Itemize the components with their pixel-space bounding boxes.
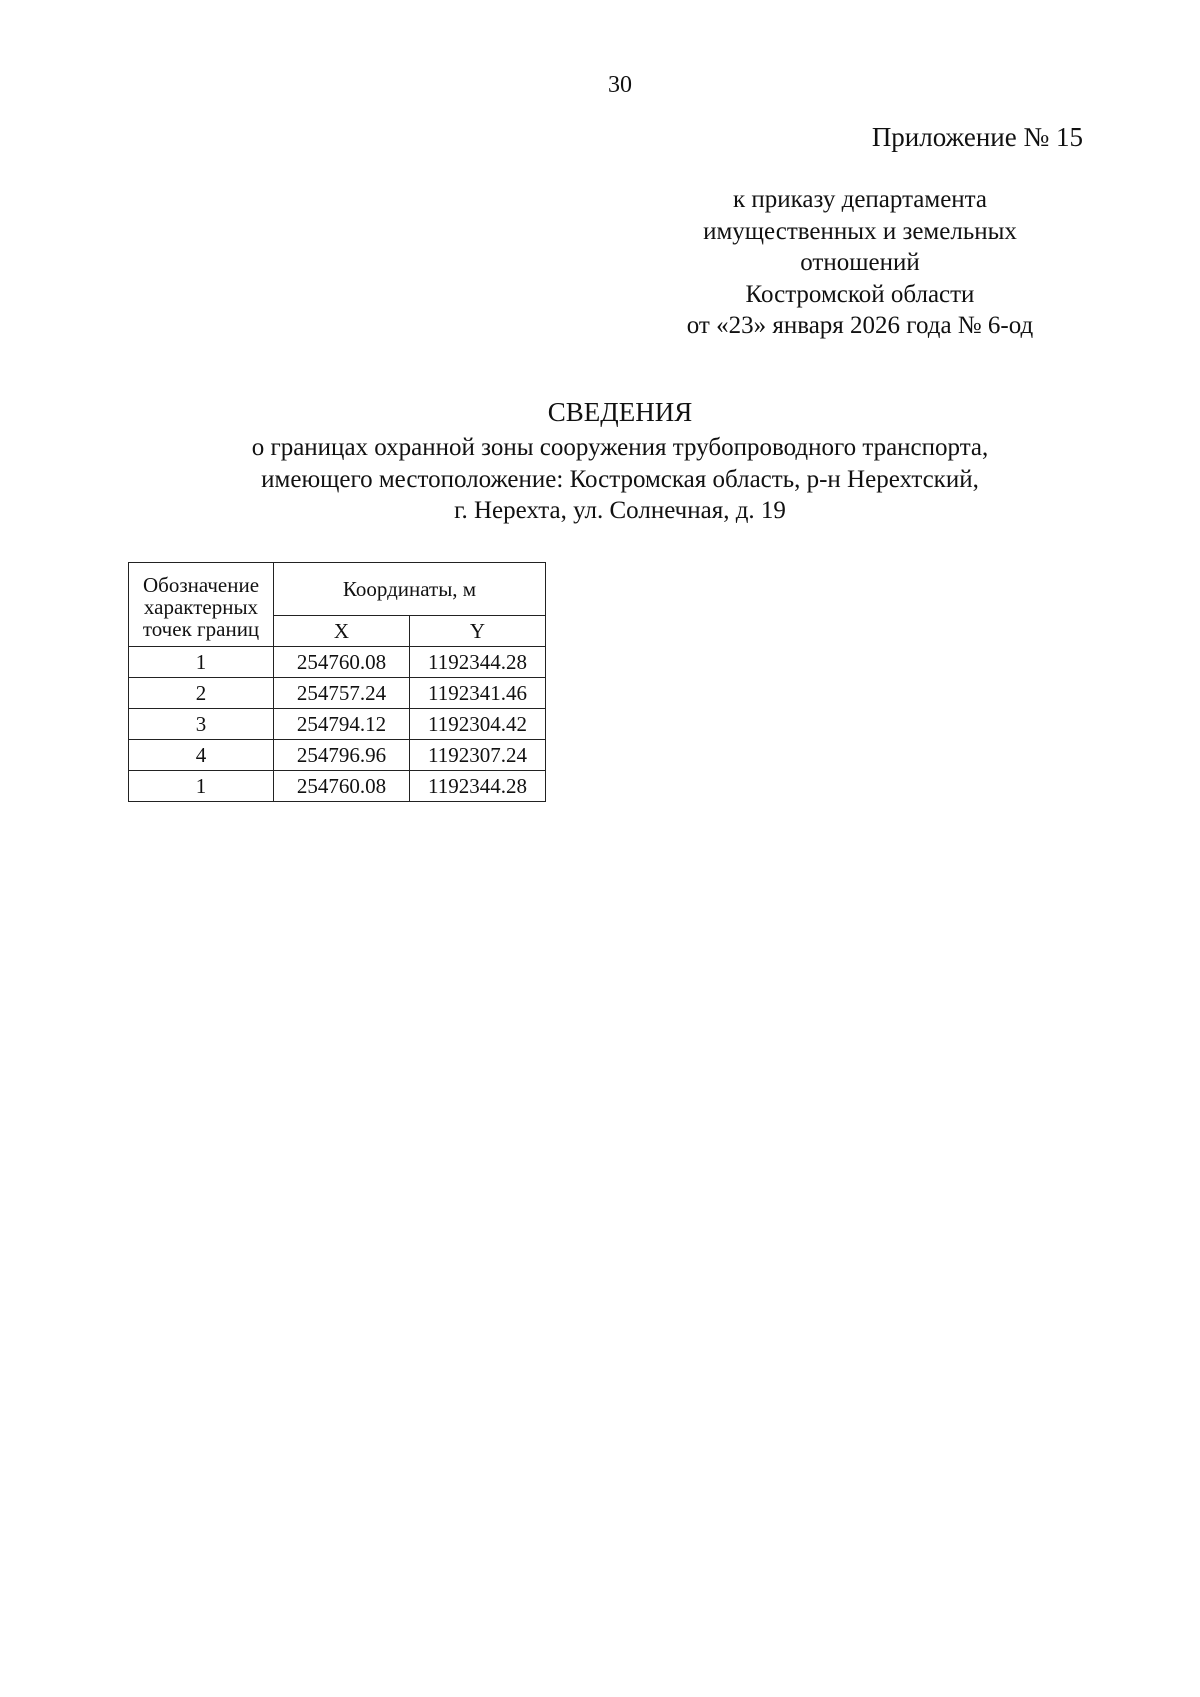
point-header-line: точек границ <box>142 616 260 641</box>
subtitle-line: г. Нерехта, ул. Солнечная, д. 19 <box>454 497 786 524</box>
table-row <box>129 740 546 771</box>
y-cell: 1192344.28 <box>410 647 546 678</box>
coordinates-header: Координаты, м <box>274 563 546 616</box>
point-cell: 1 <box>129 647 274 678</box>
table-row <box>129 709 546 740</box>
x-header: X <box>274 616 410 647</box>
table-row <box>129 647 546 678</box>
order-reference <box>600 184 1120 342</box>
y-cell: 1192304.42 <box>410 709 546 740</box>
order-line: имущественных и земельных <box>703 217 1017 245</box>
point-header-line: Обозначение <box>142 572 260 597</box>
subtitle-line: имеющего местоположение: Костромская область, р-н Нерехтский, <box>261 465 979 493</box>
point-cell: 3 <box>129 709 274 740</box>
order-line: к приказу департамента <box>732 186 988 213</box>
x-cell: 254760.08 <box>274 771 410 802</box>
page-number: 30 <box>608 72 632 98</box>
table-row <box>129 771 546 802</box>
x-cell: 254796.96 <box>274 740 410 771</box>
x-cell: 254794.12 <box>274 709 410 740</box>
point-cell: 4 <box>129 740 274 771</box>
y-cell: 1192307.24 <box>410 740 546 771</box>
y-cell: 1192341.46 <box>410 678 546 709</box>
y-cell: 1192344.28 <box>410 771 546 802</box>
order-line: Костромской области <box>745 280 975 308</box>
point-header <box>129 563 274 647</box>
point-cell: 1 <box>129 771 274 802</box>
point-header-line: характерных <box>143 594 259 619</box>
subtitle-line: о границах охранной зоны сооружения трубопроводного транспорта, <box>251 434 989 461</box>
document-subtitle <box>0 432 1200 527</box>
document-heading: СВЕДЕНИЯ <box>547 397 693 427</box>
order-date-line: от «23» января 2026 года № 6-од <box>686 312 1034 339</box>
table-row <box>129 678 546 709</box>
y-header: Y <box>410 616 546 647</box>
point-cell: 2 <box>129 678 274 709</box>
coordinates-table <box>128 562 546 802</box>
x-cell: 254757.24 <box>274 678 410 709</box>
order-line: отношений <box>800 249 920 276</box>
appendix-label: Приложение № 15 <box>871 122 1083 152</box>
x-cell: 254760.08 <box>274 647 410 678</box>
